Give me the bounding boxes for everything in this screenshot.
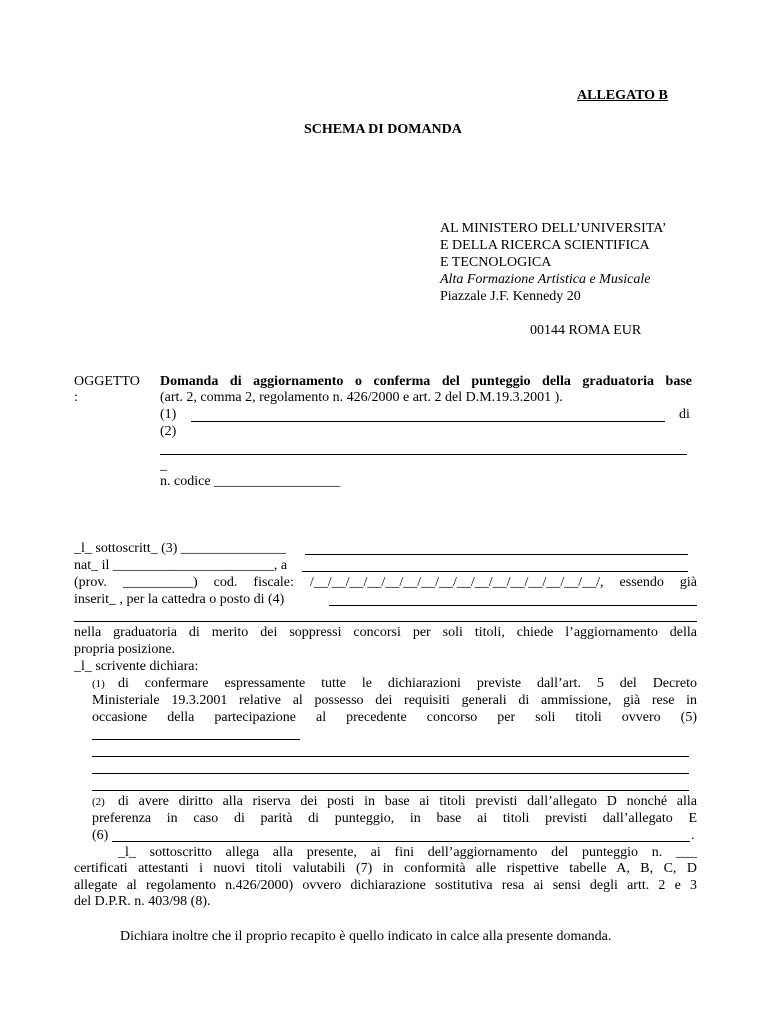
dichiarazione-2-line-1: di avere diritto alla riserva dei posti in base ai titoli previsti dall’allegato D nonché alla bbox=[118, 794, 697, 809]
cattedra-line: inserit_ , per la cattedra o posto di (4) bbox=[74, 592, 285, 607]
sottoscritto-line: _l_ sottoscritt_ (3) _______________ bbox=[74, 541, 286, 556]
recipient-line-5: Piazzale J.F. Kennedy 20 bbox=[440, 289, 581, 304]
allegato-heading: ALLEGATO B bbox=[577, 88, 668, 103]
recipient-city: 00144 ROMA EUR bbox=[530, 323, 642, 338]
dichiarazione-1-blank-4 bbox=[92, 790, 689, 791]
dichiarazione-1-number: (1) bbox=[92, 678, 105, 690]
dichiarazione-1-line-1: di confermare espressamente tutte le dichiarazioni previste dall’art. 5 del Decreto bbox=[118, 676, 697, 691]
dichiarazione-2-blank bbox=[112, 841, 690, 842]
allega-line-3: allegate al regolamento n.426/2000) ovvero dichiarazione sostitutiva resa ai sensi degli artt. 2 e 3 bbox=[74, 878, 697, 893]
oggetto-reference: (art. 2, comma 2, regolamento n. 426/2000 e art. 2 del D.M.19.3.2001 ). bbox=[160, 390, 563, 405]
oggetto-title: Domanda di aggiornamento o conferma del punteggio della graduatoria base bbox=[160, 374, 692, 389]
scrivente-dichiara: _l_ scrivente dichiara: bbox=[74, 659, 199, 674]
recipient-line-1: AL MINISTERO DELL’UNIVERSITA’ bbox=[440, 221, 667, 236]
oggetto-n1: (1) bbox=[160, 407, 177, 422]
schema-heading: SCHEMA DI DOMANDA bbox=[304, 122, 462, 137]
oggetto-blank-2 bbox=[160, 454, 687, 455]
oggetto-dash: _ bbox=[160, 458, 167, 473]
recipient-line-3: E TECNOLOGICA bbox=[440, 255, 552, 270]
nascita-blank bbox=[302, 571, 688, 572]
oggetto-n2: (2) bbox=[160, 424, 177, 439]
dichiarazione-1-blank-2 bbox=[92, 756, 689, 757]
allega-line-2: certificati attestanti i nuovi titoli valutabili (7) in conformità alle rispettive tabelle A, B, C, D bbox=[74, 861, 697, 876]
dichiarazione-2-number: (2) bbox=[92, 796, 105, 808]
dichiarazione-1-blank-1 bbox=[92, 739, 300, 740]
recipient-line-4: Alta Formazione Artistica e Musicale bbox=[440, 272, 651, 287]
oggetto-blank-1 bbox=[191, 421, 665, 422]
dichiarazione-1-line-2: Ministeriale 19.3.2001 relative al possesso dei requisiti generali di ammissione, già rese in bbox=[92, 693, 697, 708]
graduatoria-line-1: nella graduatoria di merito dei soppressi concorsi per soli titoli, chiede l’aggiornamento della bbox=[74, 625, 697, 640]
recipient-line-2: E DELLA RICERCA SCIENTIFICA bbox=[440, 238, 650, 253]
nascita-line: nat_ il _______________________, a bbox=[74, 558, 288, 573]
codice-fiscale-line: (prov. __________) cod. fiscale: /__/__/__/__/__/__/__/__/__/__/__/__/__/__/__/__/, essendo già bbox=[74, 575, 697, 590]
dichiarazione-2-line-3: (6) bbox=[92, 828, 109, 843]
recapito-line: Dichiara inoltre che il proprio recapito è quello indicato in calce alla presente domanda. bbox=[120, 929, 612, 944]
oggetto-di: di bbox=[679, 407, 690, 422]
dichiarazione-1-line-3: occasione della partecipazione al precedente concorso per soli titoli ovvero (5) bbox=[92, 710, 697, 725]
cattedra-blank bbox=[329, 605, 697, 606]
cattedra-blank-2 bbox=[74, 621, 697, 622]
dichiarazione-2-end: . bbox=[691, 828, 695, 843]
graduatoria-line-2: propria posizione. bbox=[74, 642, 176, 657]
dichiarazione-1-blank-3 bbox=[92, 773, 689, 774]
sottoscritto-blank bbox=[305, 554, 688, 555]
oggetto-codice: n. codice __________________ bbox=[160, 474, 341, 489]
dichiarazione-2-line-2: preferenza in caso di parità di punteggio, in base ai titoli previsti dall’allegato E bbox=[92, 811, 697, 826]
oggetto-label: OGGETTO bbox=[74, 374, 140, 389]
oggetto-colon: : bbox=[74, 390, 78, 405]
allega-line-4: del D.P.R. n. 403/98 (8). bbox=[74, 894, 211, 909]
allega-line-1: _l_ sottoscritto allega alla presente, ai fini dell’aggiornamento del punteggio n. ___ bbox=[118, 845, 697, 860]
